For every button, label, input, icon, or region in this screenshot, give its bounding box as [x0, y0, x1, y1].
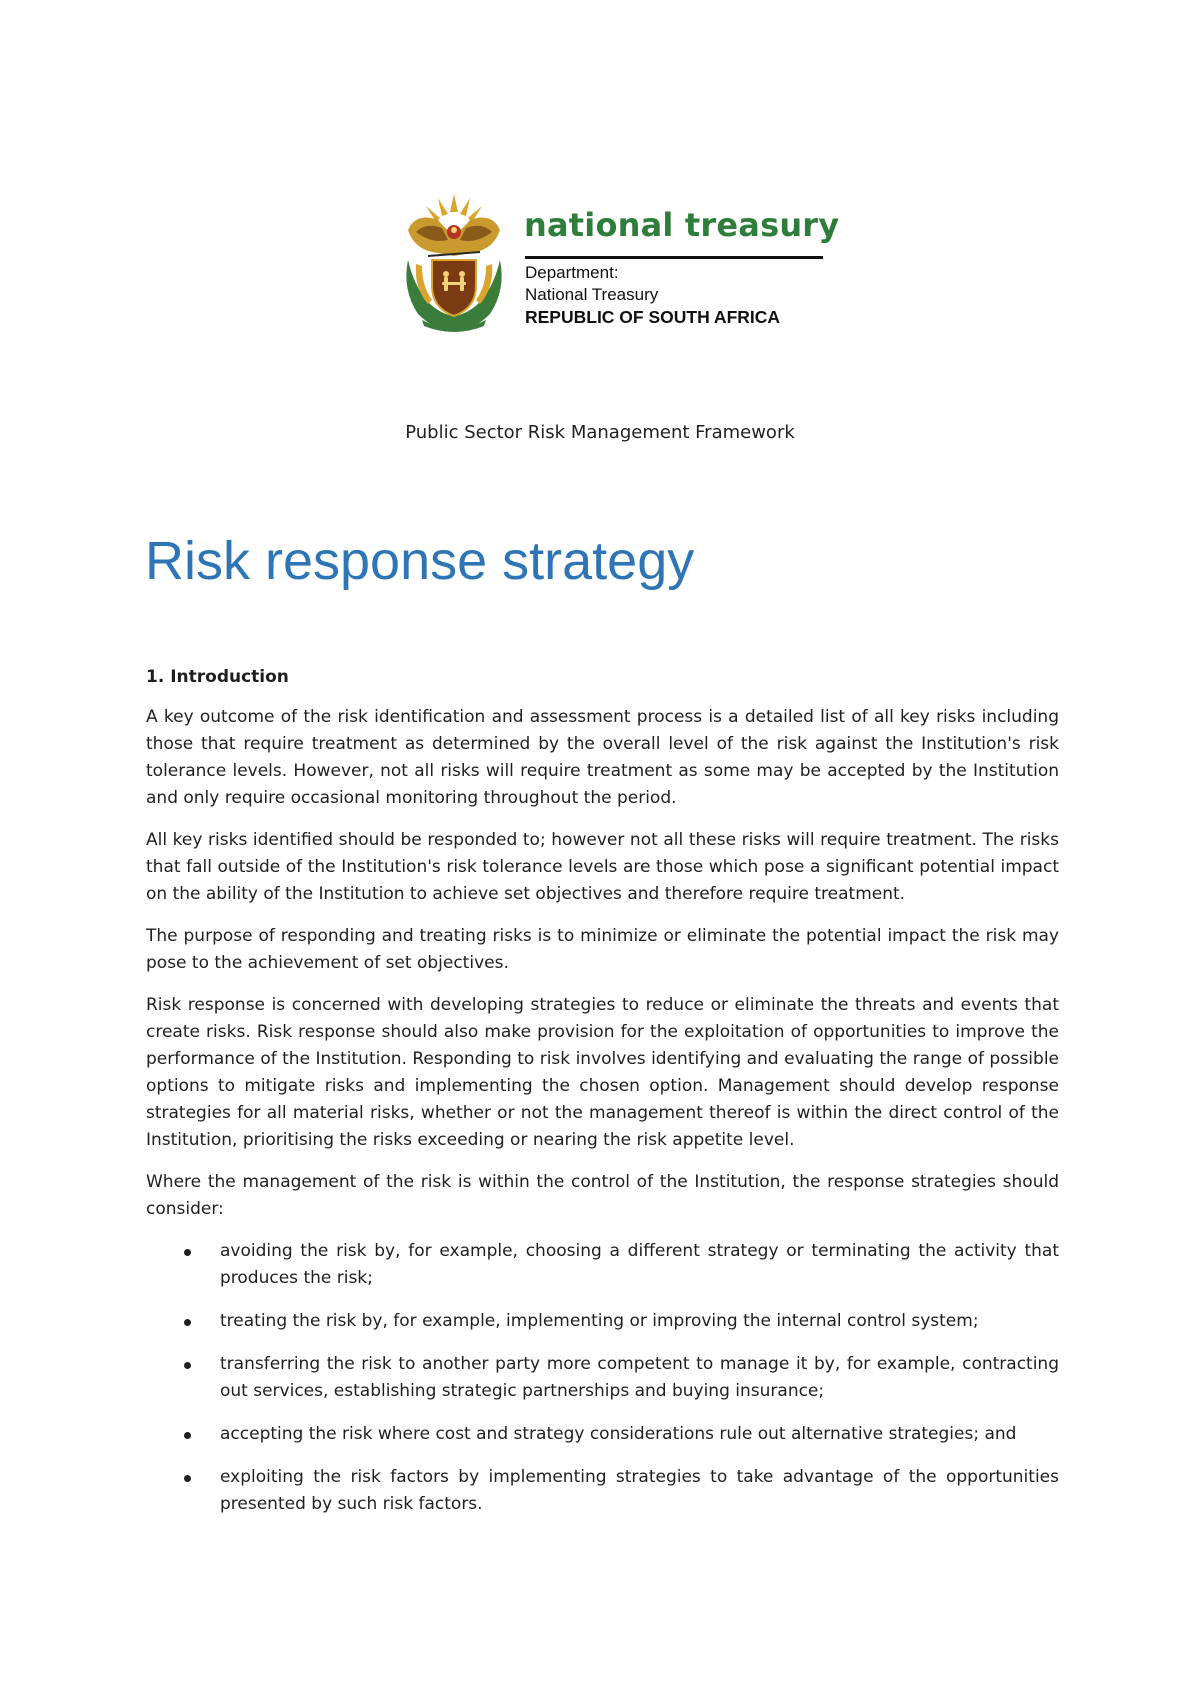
list-item	[146, 1351, 1059, 1405]
list-item-text: treating the risk by, for example, implementing or improving the internal control system;	[220, 1311, 979, 1331]
paragraph: All key risks identified should be responded to; however not all these risks will require treatment. The risks that fall outside of the Institution's risk tolerance levels are those which pose a significant potential impact on the ability of the Institution to achieve set objectives and therefore require treatment.	[146, 830, 1059, 904]
document-body	[146, 664, 1059, 1534]
country-name: REPUBLIC OF SOUTH AFRICA	[525, 307, 781, 327]
paragraph: Risk response is concerned with developing strategies to reduce or eliminate the threats and events that create risks. Risk response should also make provision for the exploitation of opportunities to improve the performance of the Institution. Responding to risk involves identifying and evaluating the range of possible options to mitigate risks and implementing the chosen option. Management should develop response strategies for all material risks, whether or not the management thereof is within the direct control of the Institution, prioritising the risks exceeding or nearing the risk appetite level.	[146, 995, 1059, 1150]
brand-name: national treasury	[524, 206, 840, 244]
list-item	[146, 1421, 1059, 1448]
paragraph: The purpose of responding and treating risks is to minimize or eliminate the potential impact the risk may pose to the achievement of set objectives.	[146, 926, 1059, 973]
list-item-text: avoiding the risk by, for example, choosing a different strategy or terminating the activity that produces the risk;	[220, 1241, 1059, 1288]
list-item	[146, 1464, 1059, 1518]
brand-divider	[525, 256, 823, 259]
list-item	[146, 1308, 1059, 1335]
list-item-text: transferring the risk to another party more competent to manage it by, for example, contracting out services, establishing strategic partnerships and buying insurance;	[220, 1354, 1059, 1401]
department-name: National Treasury	[525, 285, 659, 304]
list-item-text: exploiting the risk factors by implementing strategies to take advantage of the opportunities presented by such risk factors.	[220, 1467, 1059, 1514]
national-treasury-logo	[398, 190, 840, 340]
department-label: Department:	[525, 263, 619, 282]
section-heading: 1. Introduction	[146, 667, 289, 687]
document-subtitle: Public Sector Risk Management Framework	[405, 422, 795, 443]
strategy-list	[146, 1238, 1059, 1518]
bullet-icon	[184, 1475, 191, 1482]
paragraph: A key outcome of the risk identification and assessment process is a detailed list of all key risks including those that require treatment as determined by the overall level of the risk against the Institution's risk tolerance levels. However, not all risks will require treatment as some may be accepted by the Institution and only require occasional monitoring throughout the period.	[146, 707, 1059, 808]
bullet-icon	[184, 1432, 191, 1439]
paragraph: Where the management of the risk is within the control of the Institution, the response strategies should consider:	[146, 1172, 1059, 1219]
list-item	[146, 1238, 1059, 1292]
bullet-icon	[184, 1362, 191, 1369]
department-block	[525, 262, 780, 328]
bullet-icon	[184, 1249, 191, 1256]
list-item-text: accepting the risk where cost and strategy considerations rule out alternative strategies; and	[220, 1424, 1017, 1444]
bullet-icon	[184, 1319, 191, 1326]
page-title: Risk response strategy	[145, 531, 695, 591]
coat-of-arms-icon	[398, 190, 510, 336]
